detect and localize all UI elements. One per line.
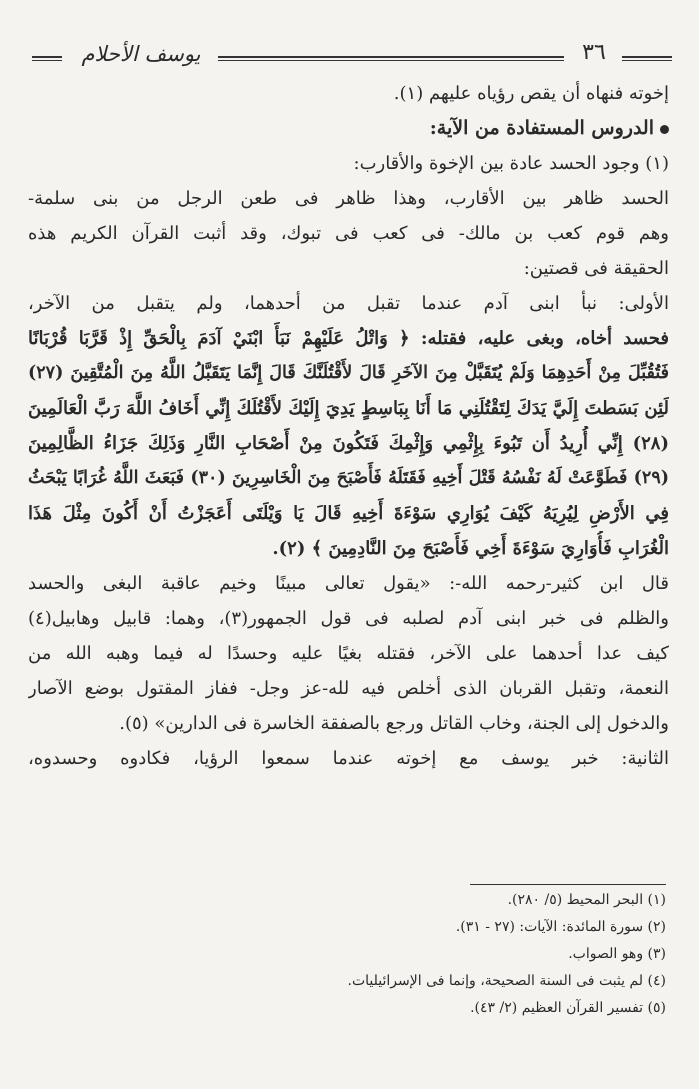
footnotes: [40, 887, 666, 1022]
text-line: قال ابن كثير-رحمه الله-: «يقول تعالى مبينًا وخيم عاقبة البغى والحسد: [28, 573, 669, 594]
text-line: وهم قوم كعب بن مالك- فى كعب فى تبوك، وقد أثبت القرآن الكريم هذه: [28, 223, 669, 244]
quran-line: لَئِن بَسَطتَ إِلَيَّ يَدَكَ لِتَقْتُلَنِي مَا أَنَا بِبَاسِطٍ يَدِيَ إِلَيْكَ لأَقْتُلَكَ إِنِّي أَخَافُ اللَّهَ رَبَّ الْعَالَمِينَ: [28, 398, 669, 419]
page-header: [32, 40, 672, 74]
text-line: النعمة، وتقبل القربان الذى أخلص فيه لله-عز وجل- ففاز المقتول بوضع الآصار: [28, 678, 669, 699]
section-heading-text: الدروس المستفادة من الآية:: [429, 117, 654, 139]
quran-line: (٢٨) إِنِّي أُرِيدُ أَن تَبُوءَ بِإِثْمِي وَإِثْمِكَ فَتَكُونَ مِنْ أَصْحَابِ النَّارِ وَذَلِكَ جَزَاءُ الظَّالِمِينَ: [28, 433, 669, 454]
quran-line: (٢٩) فَطَوَّعَتْ لَهُ نَفْسُهُ قَتْلَ أَخِيهِ فَقَتَلَهُ فَأَصْبَحَ مِنَ الْخَاسِرِينَ (٣٠) فَبَعَثَ اللَّهُ غُرَابًا يَبْحَثُ: [28, 468, 669, 488]
text-line: كيف عدا أحدهما على الآخر، فقتله بغيًا عليه وحسدًا له فيما وهبه الله من: [28, 643, 669, 664]
page-number: ٣٦: [582, 40, 606, 65]
text-line: والظلم فى خبر ابنى آدم لصلبه فى قول الجمهور(٣)، وهما: قابيل وهابيل(٤): [28, 608, 669, 629]
footnote: (٤) لم يثبت فى السنة الصحيحة، وإنما فى الإسرائيليات.: [347, 973, 666, 989]
header-rule-middle: [218, 56, 564, 61]
text-line: والدخول إلى الجنة، وخاب القاتل ورجع بالصفقة الخاسرة فى الدارين» (٥).: [119, 713, 669, 734]
footnote-separator: [470, 884, 666, 885]
text-line: الأولى: نبأ ابنى آدم عندما تقبل من أحدهما، ولم يتقبل من الآخر،: [28, 293, 669, 314]
quran-line: فحسد أخاه، وبغى عليه، فقتله: ﴿ وَاتْلُ عَلَيْهِمْ نَبَأَ ابْنَيْ آدَمَ بِالْحَقِّ إِذْ قَرَّبَا قُرْبَانًا: [28, 328, 669, 349]
footnote: (٢) سورة المائدة: الآيات: (٢٧ - ٣١).: [455, 919, 666, 935]
text-line: الثانية: خبر يوسف مع إخوته عندما سمعوا الرؤيا، فكادوه وحسدوه،: [28, 748, 669, 769]
header-rule-right: [622, 56, 672, 61]
quran-line: فِي الأَرْضِ لِيُرِيَهُ كَيْفَ يُوَارِي سَوْءَةَ أَخِيهِ قَالَ يَا وَيْلَتَى أَعَجَزْتُ أَنْ أَكُونَ مِثْلَ هَذَا: [28, 503, 669, 524]
text-line: الحسد ظاهر بين الأقارب، وهذا ظاهر فى طعن الرجل من بنى سلمة-: [28, 188, 669, 209]
footnote: (١) البحر المحيط (٥/ ٢٨٠).: [507, 892, 666, 908]
running-title: يوسف الأحلام: [81, 42, 201, 66]
text-line: الحقيقة فى قصتين:: [523, 258, 669, 279]
text-line: إخوته فنهاه أن يقص رؤياه عليهم (١).: [393, 83, 669, 104]
section-heading: [28, 111, 669, 146]
footnote: (٥) تفسير القرآن العظيم (٢/ ٤٣).: [470, 1000, 666, 1016]
subheading: (١) وجود الحسد عادة بين الإخوة والأقارب:: [353, 153, 669, 174]
header-rule-left: [32, 56, 62, 61]
quran-line: فَتُقُبِّلَ مِنْ أَحَدِهِمَا وَلَمْ يُتَقَبَّلْ مِنَ الآخَرِ قَالَ لأَقْتُلَنَّكَ قَالَ إِنَّمَا يَتَقَبَّلُ اللَّهُ مِنَ الْمُتَّقِينَ (٢٧): [28, 363, 669, 383]
quran-line: الْغُرَابِ فَأُوَارِيَ سَوْءَةَ أَخِي فَأَصْبَحَ مِنَ النَّادِمِينَ ﴾ (٢).: [272, 538, 669, 559]
footnote: (٣) وهو الصواب.: [568, 946, 666, 962]
bullet-icon: [660, 125, 669, 134]
main-text: [28, 76, 669, 776]
